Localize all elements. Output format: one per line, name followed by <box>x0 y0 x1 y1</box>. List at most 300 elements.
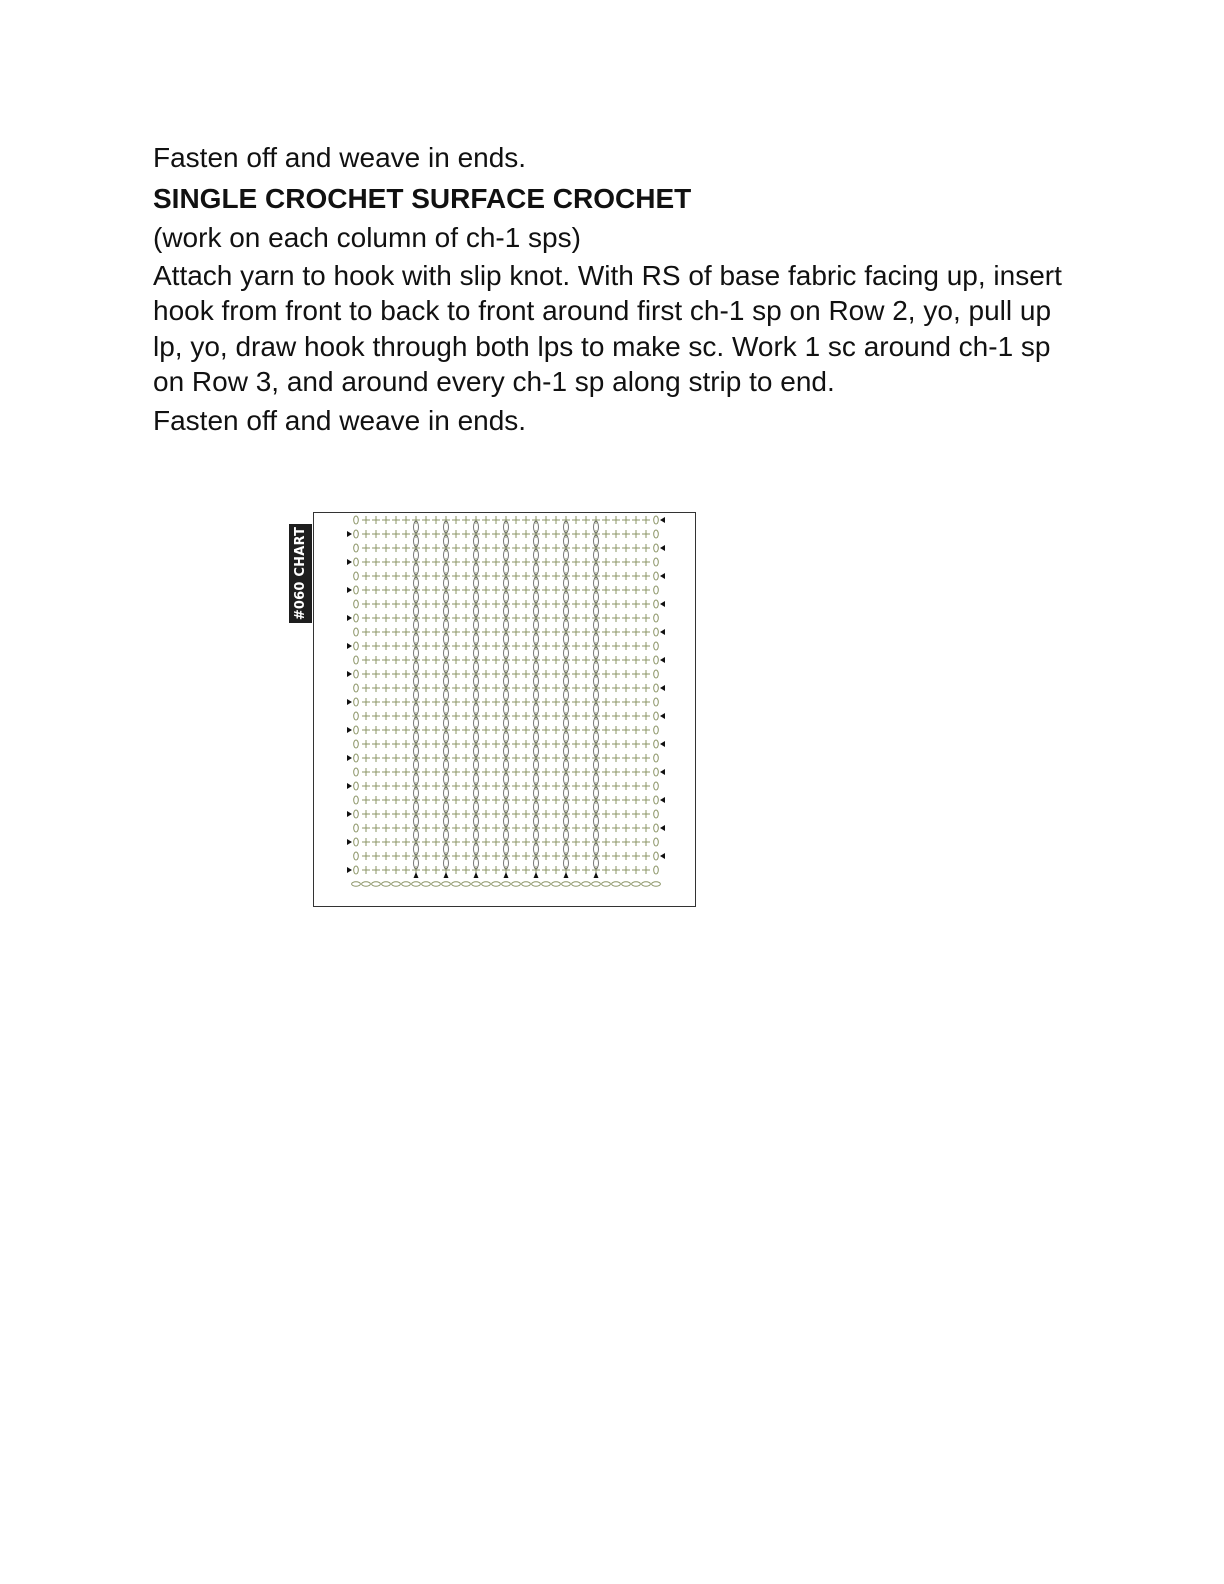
single-crochet-symbol <box>622 558 630 566</box>
single-crochet-symbol <box>582 656 590 664</box>
single-crochet-symbol <box>362 712 370 720</box>
single-crochet-symbol <box>392 810 400 818</box>
single-crochet-symbol <box>572 796 580 804</box>
single-crochet-symbol <box>622 810 630 818</box>
single-crochet-symbol <box>612 754 620 762</box>
turning-chain-symbol <box>354 670 359 678</box>
single-crochet-symbol <box>422 516 430 524</box>
single-crochet-symbol <box>512 516 520 524</box>
single-crochet-symbol <box>422 656 430 664</box>
single-crochet-symbol <box>542 866 550 874</box>
single-crochet-symbol <box>362 740 370 748</box>
foundation-chain-symbol <box>492 882 501 886</box>
single-crochet-symbol <box>372 726 380 734</box>
single-crochet-symbol <box>562 782 570 790</box>
single-crochet-symbol <box>422 544 430 552</box>
single-crochet-symbol <box>552 572 560 580</box>
single-crochet-symbol <box>572 572 580 580</box>
single-crochet-symbol <box>422 782 430 790</box>
single-crochet-symbol <box>382 796 390 804</box>
foundation-chain-symbol <box>582 882 591 886</box>
single-crochet-symbol <box>382 572 390 580</box>
single-crochet-symbol <box>502 558 510 566</box>
turning-chain-symbol <box>354 558 359 566</box>
single-crochet-symbol <box>502 824 510 832</box>
single-crochet-symbol <box>372 544 380 552</box>
single-crochet-symbol <box>542 684 550 692</box>
single-crochet-symbol <box>472 600 480 608</box>
single-crochet-symbol <box>452 684 460 692</box>
single-crochet-symbol <box>522 726 530 734</box>
single-crochet-symbol <box>582 796 590 804</box>
single-crochet-symbol <box>592 768 600 776</box>
single-crochet-symbol <box>502 614 510 622</box>
single-crochet-symbol <box>362 628 370 636</box>
single-crochet-symbol <box>582 810 590 818</box>
single-crochet-symbol <box>412 824 420 832</box>
single-crochet-symbol <box>402 670 410 678</box>
single-crochet-symbol <box>452 586 460 594</box>
single-crochet-symbol <box>642 600 650 608</box>
turning-chain-symbol <box>654 810 659 818</box>
turning-chain-symbol <box>654 726 659 734</box>
single-crochet-symbol <box>642 768 650 776</box>
single-crochet-symbol <box>602 684 610 692</box>
single-crochet-symbol <box>462 642 470 650</box>
single-crochet-symbol <box>432 656 440 664</box>
single-crochet-symbol <box>562 530 570 538</box>
single-crochet-symbol <box>462 852 470 860</box>
single-crochet-symbol <box>642 656 650 664</box>
single-crochet-symbol <box>502 530 510 538</box>
single-crochet-symbol <box>432 516 440 524</box>
single-crochet-symbol <box>512 810 520 818</box>
turning-chain-symbol <box>654 600 659 608</box>
single-crochet-symbol <box>562 740 570 748</box>
single-crochet-symbol <box>592 838 600 846</box>
single-crochet-symbol <box>432 698 440 706</box>
single-crochet-symbol <box>602 782 610 790</box>
single-crochet-symbol <box>562 796 570 804</box>
single-crochet-symbol <box>362 866 370 874</box>
single-crochet-symbol <box>562 810 570 818</box>
single-crochet-symbol <box>632 810 640 818</box>
single-crochet-symbol <box>532 782 540 790</box>
single-crochet-symbol <box>422 572 430 580</box>
single-crochet-symbol <box>542 558 550 566</box>
single-crochet-symbol <box>622 586 630 594</box>
row-arrow-right <box>660 601 665 607</box>
single-crochet-symbol <box>522 586 530 594</box>
single-crochet-symbol <box>632 684 640 692</box>
single-crochet-symbol <box>522 614 530 622</box>
single-crochet-symbol <box>532 824 540 832</box>
single-crochet-symbol <box>432 726 440 734</box>
single-crochet-symbol <box>592 782 600 790</box>
single-crochet-symbol <box>382 838 390 846</box>
single-crochet-symbol <box>492 586 500 594</box>
single-crochet-symbol <box>492 642 500 650</box>
single-crochet-symbol <box>602 768 610 776</box>
single-crochet-symbol <box>492 768 500 776</box>
single-crochet-symbol <box>362 796 370 804</box>
single-crochet-symbol <box>472 810 480 818</box>
single-crochet-symbol <box>462 614 470 622</box>
single-crochet-symbol <box>502 628 510 636</box>
single-crochet-symbol <box>552 684 560 692</box>
section-heading: SINGLE CROCHET SURFACE CROCHET <box>153 182 692 214</box>
row-arrow-right <box>660 713 665 719</box>
single-crochet-symbol <box>582 768 590 776</box>
single-crochet-symbol <box>482 586 490 594</box>
single-crochet-symbol <box>412 628 420 636</box>
single-crochet-symbol <box>532 852 540 860</box>
single-crochet-symbol <box>462 670 470 678</box>
single-crochet-symbol <box>522 628 530 636</box>
single-crochet-symbol <box>622 782 630 790</box>
single-crochet-symbol <box>572 838 580 846</box>
single-crochet-symbol <box>422 754 430 762</box>
single-crochet-symbol <box>482 628 490 636</box>
single-crochet-symbol <box>522 740 530 748</box>
single-crochet-symbol <box>362 684 370 692</box>
single-crochet-symbol <box>392 642 400 650</box>
single-crochet-symbol <box>472 642 480 650</box>
foundation-chain-symbol <box>452 882 461 886</box>
single-crochet-symbol <box>372 530 380 538</box>
single-crochet-symbol <box>462 698 470 706</box>
single-crochet-symbol <box>462 684 470 692</box>
single-crochet-symbol <box>592 530 600 538</box>
single-crochet-symbol <box>572 712 580 720</box>
single-crochet-symbol <box>612 824 620 832</box>
single-crochet-symbol <box>462 782 470 790</box>
foundation-chain-symbol <box>352 882 361 886</box>
single-crochet-symbol <box>412 698 420 706</box>
single-crochet-symbol <box>412 684 420 692</box>
row-arrow-left <box>347 839 352 845</box>
single-crochet-symbol <box>432 810 440 818</box>
single-crochet-symbol <box>402 740 410 748</box>
single-crochet-symbol <box>492 684 500 692</box>
single-crochet-symbol <box>562 642 570 650</box>
single-crochet-symbol <box>582 824 590 832</box>
single-crochet-symbol <box>602 530 610 538</box>
foundation-chain-symbol <box>362 882 371 886</box>
turning-chain-symbol <box>654 516 659 524</box>
single-crochet-symbol <box>412 852 420 860</box>
single-crochet-symbol <box>532 544 540 552</box>
single-crochet-symbol <box>372 740 380 748</box>
single-crochet-symbol <box>442 810 450 818</box>
single-crochet-symbol <box>642 726 650 734</box>
row-arrow-left <box>347 559 352 565</box>
turning-chain-symbol <box>654 712 659 720</box>
single-crochet-symbol <box>402 600 410 608</box>
single-crochet-symbol <box>452 768 460 776</box>
single-crochet-symbol <box>412 586 420 594</box>
chart-label-tab <box>289 524 312 623</box>
foundation-chain-symbol <box>562 882 571 886</box>
single-crochet-symbol <box>632 726 640 734</box>
single-crochet-symbol <box>592 642 600 650</box>
single-crochet-symbol <box>362 558 370 566</box>
single-crochet-symbol <box>412 810 420 818</box>
single-crochet-symbol <box>432 642 440 650</box>
single-crochet-symbol <box>372 558 380 566</box>
single-crochet-symbol <box>592 558 600 566</box>
single-crochet-symbol <box>492 726 500 734</box>
single-crochet-symbol <box>382 740 390 748</box>
turning-chain-symbol <box>354 572 359 580</box>
single-crochet-symbol <box>572 656 580 664</box>
single-crochet-symbol <box>412 614 420 622</box>
foundation-chain-symbol <box>432 882 441 886</box>
single-crochet-symbol <box>532 628 540 636</box>
single-crochet-symbol <box>562 726 570 734</box>
single-crochet-symbol <box>582 530 590 538</box>
single-crochet-symbol <box>452 614 460 622</box>
single-crochet-symbol <box>542 782 550 790</box>
single-crochet-symbol <box>502 726 510 734</box>
single-crochet-symbol <box>432 768 440 776</box>
single-crochet-symbol <box>372 614 380 622</box>
single-crochet-symbol <box>582 670 590 678</box>
single-crochet-symbol <box>522 558 530 566</box>
turning-chain-symbol <box>354 866 359 874</box>
single-crochet-symbol <box>512 754 520 762</box>
single-crochet-symbol <box>542 516 550 524</box>
single-crochet-symbol <box>372 600 380 608</box>
single-crochet-symbol <box>572 726 580 734</box>
turning-chain-symbol <box>354 516 359 524</box>
single-crochet-symbol <box>612 810 620 818</box>
single-crochet-symbol <box>442 684 450 692</box>
single-crochet-symbol <box>622 824 630 832</box>
single-crochet-symbol <box>622 698 630 706</box>
single-crochet-symbol <box>412 558 420 566</box>
single-crochet-symbol <box>432 530 440 538</box>
single-crochet-symbol <box>422 670 430 678</box>
single-crochet-symbol <box>512 698 520 706</box>
foundation-chain-symbol <box>412 882 421 886</box>
single-crochet-symbol <box>392 628 400 636</box>
single-crochet-symbol <box>512 614 520 622</box>
single-crochet-symbol <box>452 866 460 874</box>
single-crochet-symbol <box>592 544 600 552</box>
single-crochet-symbol <box>452 796 460 804</box>
single-crochet-symbol <box>492 852 500 860</box>
single-crochet-symbol <box>602 586 610 594</box>
foundation-chain-symbol <box>632 882 641 886</box>
single-crochet-symbol <box>592 852 600 860</box>
single-crochet-symbol <box>552 698 560 706</box>
fasten-off-text-final: Fasten off and weave in ends. <box>153 404 527 436</box>
single-crochet-symbol <box>602 796 610 804</box>
single-crochet-symbol <box>562 656 570 664</box>
single-crochet-symbol <box>632 866 640 874</box>
single-crochet-symbol <box>492 628 500 636</box>
single-crochet-symbol <box>392 614 400 622</box>
single-crochet-symbol <box>402 628 410 636</box>
single-crochet-symbol <box>362 530 370 538</box>
single-crochet-symbol <box>642 838 650 846</box>
foundation-chain-symbol <box>552 882 561 886</box>
single-crochet-symbol <box>552 838 560 846</box>
single-crochet-symbol <box>632 824 640 832</box>
single-crochet-symbol <box>612 684 620 692</box>
single-crochet-symbol <box>432 838 440 846</box>
single-crochet-symbol <box>442 530 450 538</box>
single-crochet-symbol <box>642 810 650 818</box>
single-crochet-symbol <box>612 600 620 608</box>
single-crochet-symbol <box>412 740 420 748</box>
single-crochet-symbol <box>372 628 380 636</box>
single-crochet-symbol <box>482 530 490 538</box>
single-crochet-symbol <box>532 754 540 762</box>
foundation-chain-symbol <box>652 882 661 886</box>
single-crochet-symbol <box>452 712 460 720</box>
single-crochet-symbol <box>572 824 580 832</box>
single-crochet-symbol <box>472 586 480 594</box>
turning-chain-symbol <box>354 740 359 748</box>
single-crochet-symbol <box>452 782 460 790</box>
single-crochet-symbol <box>552 516 560 524</box>
single-crochet-symbol <box>642 866 650 874</box>
row-arrow-right <box>660 853 665 859</box>
single-crochet-symbol <box>442 824 450 832</box>
single-crochet-symbol <box>412 838 420 846</box>
single-crochet-symbol <box>412 516 420 524</box>
section-note: (work on each column of ch-1 sps) <box>153 222 581 253</box>
single-crochet-symbol <box>532 600 540 608</box>
single-crochet-symbol <box>452 544 460 552</box>
single-crochet-symbol <box>632 642 640 650</box>
single-crochet-symbol <box>382 698 390 706</box>
single-crochet-symbol <box>432 614 440 622</box>
single-crochet-symbol <box>422 600 430 608</box>
turning-chain-symbol <box>354 656 359 664</box>
surface-start-arrow <box>594 872 599 878</box>
single-crochet-symbol <box>482 516 490 524</box>
foundation-chain-symbol <box>462 882 471 886</box>
single-crochet-symbol <box>522 684 530 692</box>
single-crochet-symbol <box>582 572 590 580</box>
single-crochet-symbol <box>432 782 440 790</box>
single-crochet-symbol <box>432 572 440 580</box>
single-crochet-symbol <box>632 782 640 790</box>
turning-chain-symbol <box>654 544 659 552</box>
single-crochet-symbol <box>402 572 410 580</box>
single-crochet-symbol <box>642 796 650 804</box>
single-crochet-symbol <box>392 698 400 706</box>
single-crochet-symbol <box>472 698 480 706</box>
single-crochet-symbol <box>422 586 430 594</box>
single-crochet-symbol <box>362 838 370 846</box>
single-crochet-symbol <box>512 656 520 664</box>
single-crochet-symbol <box>492 782 500 790</box>
single-crochet-symbol <box>362 768 370 776</box>
single-crochet-symbol <box>362 516 370 524</box>
foundation-chain-symbol <box>382 882 391 886</box>
single-crochet-symbol <box>402 726 410 734</box>
single-crochet-symbol <box>372 642 380 650</box>
single-crochet-symbol <box>452 824 460 832</box>
single-crochet-symbol <box>442 614 450 622</box>
single-crochet-symbol <box>492 670 500 678</box>
single-crochet-symbol <box>572 614 580 622</box>
single-crochet-symbol <box>522 530 530 538</box>
single-crochet-symbol <box>452 670 460 678</box>
single-crochet-symbol <box>622 838 630 846</box>
single-crochet-symbol <box>532 656 540 664</box>
single-crochet-symbol <box>472 754 480 762</box>
single-crochet-symbol <box>542 572 550 580</box>
single-crochet-symbol <box>422 866 430 874</box>
single-crochet-symbol <box>612 852 620 860</box>
single-crochet-symbol <box>472 838 480 846</box>
turning-chain-symbol <box>654 530 659 538</box>
turning-chain-symbol <box>354 642 359 650</box>
single-crochet-symbol <box>492 558 500 566</box>
single-crochet-symbol <box>542 544 550 552</box>
single-crochet-symbol <box>372 698 380 706</box>
single-crochet-symbol <box>542 824 550 832</box>
turning-chain-symbol <box>354 614 359 622</box>
single-crochet-symbol <box>552 614 560 622</box>
crochet-chart-diagram <box>314 513 695 906</box>
single-crochet-symbol <box>512 628 520 636</box>
single-crochet-symbol <box>472 740 480 748</box>
single-crochet-symbol <box>502 712 510 720</box>
single-crochet-symbol <box>422 852 430 860</box>
single-crochet-symbol <box>372 824 380 832</box>
single-crochet-symbol <box>572 698 580 706</box>
single-crochet-symbol <box>372 516 380 524</box>
single-crochet-symbol <box>462 656 470 664</box>
single-crochet-symbol <box>602 740 610 748</box>
single-crochet-symbol <box>482 670 490 678</box>
single-crochet-symbol <box>562 852 570 860</box>
single-crochet-symbol <box>572 684 580 692</box>
single-crochet-symbol <box>532 768 540 776</box>
single-crochet-symbol <box>402 768 410 776</box>
single-crochet-symbol <box>382 656 390 664</box>
single-crochet-symbol <box>372 852 380 860</box>
foundation-chain-symbol <box>502 882 511 886</box>
single-crochet-symbol <box>462 810 470 818</box>
surface-start-arrow <box>534 872 539 878</box>
single-crochet-symbol <box>552 726 560 734</box>
single-crochet-symbol <box>632 516 640 524</box>
single-crochet-symbol <box>452 852 460 860</box>
single-crochet-symbol <box>442 656 450 664</box>
single-crochet-symbol <box>642 670 650 678</box>
row-arrow-left <box>347 727 352 733</box>
single-crochet-symbol <box>632 572 640 580</box>
single-crochet-symbol <box>482 698 490 706</box>
single-crochet-symbol <box>402 838 410 846</box>
turning-chain-symbol <box>354 852 359 860</box>
foundation-chain-symbol <box>602 882 611 886</box>
single-crochet-symbol <box>552 586 560 594</box>
single-crochet-symbol <box>412 656 420 664</box>
single-crochet-symbol <box>462 726 470 734</box>
single-crochet-symbol <box>492 656 500 664</box>
single-crochet-symbol <box>402 866 410 874</box>
single-crochet-symbol <box>502 642 510 650</box>
single-crochet-symbol <box>612 768 620 776</box>
